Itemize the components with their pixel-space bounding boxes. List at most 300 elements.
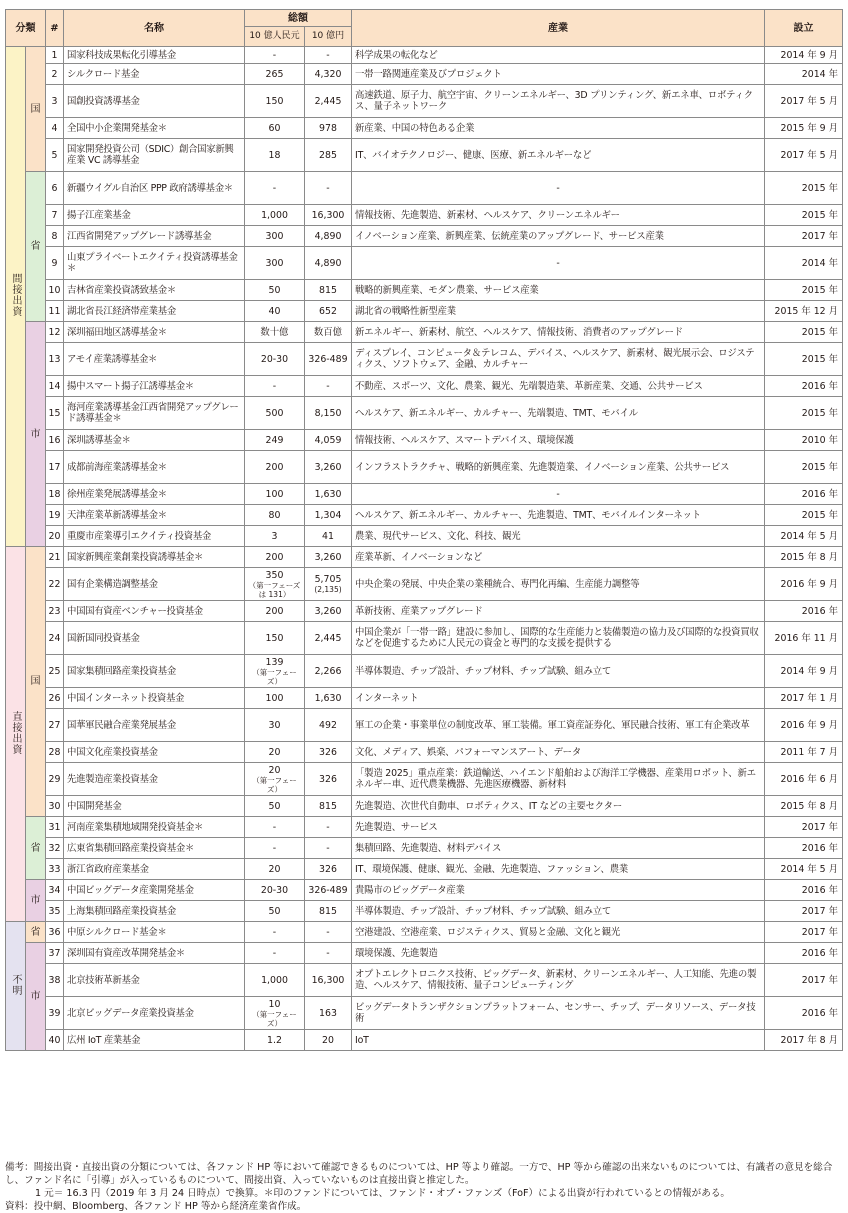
- amount-rmb: [245, 526, 305, 547]
- fund-name: 山東プライベートエクイティ投資誘導基金＊: [64, 247, 245, 280]
- amount-jpy-value: 326-489: [308, 884, 348, 896]
- established-date: 2017 年: [765, 226, 843, 247]
- table-row: [6, 901, 843, 922]
- amount-rmb-value: -: [272, 380, 277, 392]
- amount-jpy-value: 2,445: [314, 632, 342, 644]
- level-city: 市: [26, 322, 46, 547]
- level-province: 省: [26, 172, 46, 322]
- fund-name: 北京技術革新基金: [64, 964, 245, 997]
- amount-jpy: [305, 601, 352, 622]
- amount-jpy-value: 16,300: [311, 209, 345, 221]
- row-number: 38: [46, 964, 64, 997]
- amount-jpy-value: 3,260: [314, 461, 342, 473]
- established-date: 2016 年 9 月: [765, 568, 843, 601]
- amount-rmb: [245, 301, 305, 322]
- table-row: [6, 997, 843, 1030]
- amount-rmb-value: 50: [268, 800, 281, 812]
- amount-rmb: [245, 64, 305, 85]
- amount-jpy-value: -: [326, 49, 330, 61]
- industry: 半導体製造、チップ設計、チップ材料、チップ試験、組み立て: [352, 655, 765, 688]
- amount-jpy-value: 326: [319, 863, 337, 875]
- table-row: [6, 484, 843, 505]
- level-national: 国: [26, 47, 46, 172]
- level-province: 省: [26, 817, 46, 880]
- amount-jpy: [305, 838, 352, 859]
- established-date: 2016 年: [765, 943, 843, 964]
- amount-jpy: [305, 226, 352, 247]
- amount-jpy: [305, 139, 352, 172]
- established-date: 2016 年: [765, 838, 843, 859]
- amount-jpy: [305, 280, 352, 301]
- fund-name: 国創投資誘導基金: [64, 85, 245, 118]
- industry: 戦略的新興産業、モダン農業、サービス産業: [352, 280, 765, 301]
- table-row: [6, 859, 843, 880]
- row-number: 33: [46, 859, 64, 880]
- amount-rmb-value: 249: [265, 434, 284, 446]
- established-date: 2016 年 6 月: [765, 763, 843, 796]
- row-number: 27: [46, 709, 64, 742]
- amount-rmb: [245, 505, 305, 526]
- fund-name: 中国文化産業投資基金: [64, 742, 245, 763]
- fund-name: 全国中小企業開発基金＊: [64, 118, 245, 139]
- fund-name: 深圳福田地区誘導基金＊: [64, 322, 245, 343]
- fund-name: 河南産業集積地域開発投資基金＊: [64, 817, 245, 838]
- amount-jpy: [305, 817, 352, 838]
- table-row: [6, 568, 843, 601]
- table-row: [6, 547, 843, 568]
- industry: 空港建設、空港産業、ロジスティクス、貿易と金融、文化と観光: [352, 922, 765, 943]
- industry: ディスプレイ、コンピュータ＆テレコム、デバイス、ヘルスケア、新素材、観光展示会、ロジスティクス、ソフトウェア、金融、カルチャー: [352, 343, 765, 376]
- amount-jpy: [305, 397, 352, 430]
- level-national: 国: [26, 547, 46, 817]
- amount-rmb: [245, 85, 305, 118]
- industry: 文化、メディア、娯楽、パフォーマンスアート、データ: [352, 742, 765, 763]
- row-number: 18: [46, 484, 64, 505]
- amount-rmb-value: 300: [265, 230, 284, 242]
- table-row: [6, 796, 843, 817]
- established-date: 2016 年 9 月: [765, 709, 843, 742]
- established-date: 2015 年 8 月: [765, 547, 843, 568]
- established-date: 2016 年: [765, 601, 843, 622]
- fund-name: 徐州産業発展誘導基金＊: [64, 484, 245, 505]
- table-row: [6, 1030, 843, 1051]
- amount-jpy: [305, 688, 352, 709]
- row-number: 6: [46, 172, 64, 205]
- amount-jpy: [305, 343, 352, 376]
- industry: ヘルスケア、新エネルギー、カルチャー、先進製造、TMT、モバイルインターネット: [352, 505, 765, 526]
- row-number: 16: [46, 430, 64, 451]
- amount-jpy-note: (2,135): [314, 585, 342, 594]
- industry: 先進製造、次世代自動車、ロボティクス、IT などの主要セクター: [352, 796, 765, 817]
- table-row: [6, 817, 843, 838]
- amount-rmb-note: （第一フェーズは 131）: [248, 580, 301, 599]
- amount-rmb-value: 60: [268, 122, 281, 134]
- amount-rmb-value: 30: [268, 719, 281, 731]
- industry: 先進製造、サービス: [352, 817, 765, 838]
- header-established: 設立: [765, 10, 843, 47]
- row-number: 15: [46, 397, 64, 430]
- fund-name: 湖北省長江経済帯産業基金: [64, 301, 245, 322]
- amount-rmb: [245, 139, 305, 172]
- amount-rmb-value: 20: [268, 746, 281, 758]
- fund-name: 国新国同投資基金: [64, 622, 245, 655]
- industry: インターネット: [352, 688, 765, 709]
- fund-name: 上海集積回路産業投資基金: [64, 901, 245, 922]
- fund-name: 浙江省政府産業基金: [64, 859, 245, 880]
- table-row: [6, 526, 843, 547]
- table-row: [6, 322, 843, 343]
- row-number: 29: [46, 763, 64, 796]
- amount-rmb-value: 3: [271, 530, 278, 542]
- notes: [5, 1161, 842, 1213]
- amount-rmb-value: 200: [265, 461, 284, 473]
- amount-rmb-value: 150: [265, 632, 284, 644]
- table-row: [6, 505, 843, 526]
- source-label: 資料：: [5, 1201, 34, 1212]
- amount-jpy-value: 4,890: [314, 230, 342, 242]
- fund-name: 重慶市産業導引エクイティ投資基金: [64, 526, 245, 547]
- industry: 革新技術、産業アップグレード: [352, 601, 765, 622]
- row-number: 19: [46, 505, 64, 526]
- fund-name: 中国国有資産ベンチャー投資基金: [64, 601, 245, 622]
- amount-rmb-value: 20-30: [260, 884, 289, 896]
- amount-rmb: [245, 922, 305, 943]
- amount-rmb: [245, 838, 305, 859]
- amount-rmb-value: 265: [265, 68, 284, 80]
- amount-rmb-value: 数十億: [260, 326, 289, 338]
- amount-jpy: [305, 47, 352, 64]
- amount-rmb: [245, 880, 305, 901]
- amount-rmb: [245, 247, 305, 280]
- fund-name: 揚子江産業基金: [64, 205, 245, 226]
- row-number: 7: [46, 205, 64, 226]
- level-province: 省: [26, 922, 46, 943]
- amount-rmb: [245, 796, 305, 817]
- amount-jpy-value: 163: [319, 1007, 337, 1019]
- row-number: 20: [46, 526, 64, 547]
- fund-name: 国家科技成果転化引導基金: [64, 47, 245, 64]
- amount-rmb: [245, 997, 305, 1030]
- table-row: [6, 922, 843, 943]
- row-number: 25: [46, 655, 64, 688]
- amount-jpy: [305, 901, 352, 922]
- fund-name: 揚中スマート揚子江誘導基金＊: [64, 376, 245, 397]
- row-number: 35: [46, 901, 64, 922]
- table-row: [6, 451, 843, 484]
- amount-jpy: [305, 484, 352, 505]
- established-date: 2016 年: [765, 997, 843, 1030]
- amount-jpy: [305, 118, 352, 139]
- amount-rmb-value: -: [272, 49, 277, 61]
- amount-jpy-value: 1,630: [314, 488, 342, 500]
- fund-name: 深圳国有資産改革開発基金＊: [64, 943, 245, 964]
- header-rmb: 10 億人民元: [245, 27, 305, 47]
- amount-rmb: [245, 943, 305, 964]
- row-number: 2: [46, 64, 64, 85]
- industry: 科学成果の転化など: [352, 47, 765, 64]
- level-city: 市: [26, 880, 46, 922]
- amount-rmb-note: （第一フェーズ）: [252, 667, 297, 686]
- industry: 一帯一路関連産業及びプロジェクト: [352, 64, 765, 85]
- amount-rmb-value: -: [272, 821, 277, 833]
- amount-jpy-value: 285: [319, 149, 337, 161]
- industry: ヘルスケア、新エネルギー、カルチャー、先端製造、TMT、モバイル: [352, 397, 765, 430]
- fund-name: 成都前海産業誘導基金＊: [64, 451, 245, 484]
- table-row: [6, 343, 843, 376]
- fund-name: 広東省集積回路産業投資基金＊: [64, 838, 245, 859]
- amount-jpy: [305, 964, 352, 997]
- established-date: 2017 年 8 月: [765, 1030, 843, 1051]
- amount-jpy-value: 2,266: [314, 665, 342, 677]
- amount-jpy: [305, 763, 352, 796]
- table-row: [6, 64, 843, 85]
- amount-jpy: [305, 85, 352, 118]
- established-date: 2016 年: [765, 484, 843, 505]
- established-date: 2017 年: [765, 964, 843, 997]
- amount-jpy: [305, 859, 352, 880]
- industry: 新産業、中国の特色ある企業: [352, 118, 765, 139]
- table-row: [6, 226, 843, 247]
- amount-rmb: [245, 622, 305, 655]
- table-row: [6, 47, 843, 64]
- amount-jpy: [305, 796, 352, 817]
- amount-rmb: [245, 742, 305, 763]
- amount-rmb: [245, 1030, 305, 1051]
- industry: ビッグデータトランザクションプラットフォーム、センサー、チップ、データリソース、データ技術: [352, 997, 765, 1030]
- table-row: [6, 763, 843, 796]
- amount-jpy-value: 8,150: [314, 407, 342, 419]
- amount-jpy: [305, 64, 352, 85]
- established-date: 2014 年: [765, 64, 843, 85]
- established-date: 2015 年 8 月: [765, 796, 843, 817]
- amount-jpy-value: -: [326, 182, 330, 194]
- industry: 貴陽市のビッグデータ産業: [352, 880, 765, 901]
- table-row: [6, 118, 843, 139]
- amount-rmb: [245, 568, 305, 601]
- industry: 農業、現代サービス、文化、科技、観光: [352, 526, 765, 547]
- fund-name: 天津産業革新誘導基金＊: [64, 505, 245, 526]
- fund-name: 国家新興産業創業投資誘導基金＊: [64, 547, 245, 568]
- fund-name: 中国インターネット投資基金: [64, 688, 245, 709]
- industry: オプトエレクトロニクス技術、ビッグデータ、新素材、クリーンエネルギー、人工知能、先進の製造、ヘルスケア、情報技術、量子コンピューティング: [352, 964, 765, 997]
- amount-rmb: [245, 817, 305, 838]
- row-number: 24: [46, 622, 64, 655]
- table-row: [6, 943, 843, 964]
- established-date: 2015 年: [765, 505, 843, 526]
- row-number: 17: [46, 451, 64, 484]
- table-row: [6, 688, 843, 709]
- row-number: 23: [46, 601, 64, 622]
- group-indirect: 間接出資: [6, 47, 26, 547]
- table-row: [6, 655, 843, 688]
- industry: 新エネルギー、新素材、航空、ヘルスケア、情報技術、消費者のアップグレード: [352, 322, 765, 343]
- amount-jpy: [305, 1030, 352, 1051]
- notes-label: 備考：: [5, 1162, 34, 1173]
- amount-jpy: [305, 742, 352, 763]
- established-date: 2017 年: [765, 901, 843, 922]
- amount-jpy-value: 1,630: [314, 692, 342, 704]
- amount-jpy-value: 4,890: [314, 257, 342, 269]
- table-body: [6, 47, 843, 1051]
- amount-rmb-value: 350: [265, 569, 284, 581]
- amount-jpy: [305, 205, 352, 226]
- row-number: 3: [46, 85, 64, 118]
- fund-name: 深圳誘導基金＊: [64, 430, 245, 451]
- established-date: 2016 年: [765, 376, 843, 397]
- row-number: 34: [46, 880, 64, 901]
- amount-rmb: [245, 451, 305, 484]
- amount-jpy: [305, 526, 352, 547]
- row-number: 9: [46, 247, 64, 280]
- established-date: 2011 年 7 月: [765, 742, 843, 763]
- established-date: 2014 年 9 月: [765, 655, 843, 688]
- table-row: [6, 622, 843, 655]
- fund-name: 国有企業構造調整基金: [64, 568, 245, 601]
- amount-rmb-value: 100: [265, 488, 284, 500]
- amount-rmb: [245, 901, 305, 922]
- industry: 不動産、スポーツ、文化、農業、観光、先端製造業、革新産業、交通、公共サービス: [352, 376, 765, 397]
- industry: 集積回路、先進製造、材料デバイス: [352, 838, 765, 859]
- row-number: 1: [46, 47, 64, 64]
- amount-rmb-value: 100: [265, 692, 284, 704]
- amount-jpy: [305, 709, 352, 742]
- established-date: 2016 年 11 月: [765, 622, 843, 655]
- row-number: 22: [46, 568, 64, 601]
- amount-rmb-value: 50: [268, 284, 281, 296]
- amount-rmb-value: -: [272, 842, 277, 854]
- amount-rmb-value: 18: [268, 149, 281, 161]
- amount-rmb-value: 300: [265, 257, 284, 269]
- table-row: [6, 280, 843, 301]
- amount-jpy: [305, 451, 352, 484]
- header-industry: 産業: [352, 10, 765, 47]
- amount-jpy: [305, 322, 352, 343]
- industry: 半導体製造、チップ設計、チップ材料、チップ試験、組み立て: [352, 901, 765, 922]
- industry: インフラストラクチャ、戦略的新興産業、先進製造業、イノベーション産業、公共サービス: [352, 451, 765, 484]
- amount-rmb-value: 20-30: [260, 353, 289, 365]
- table-row: [6, 301, 843, 322]
- industry: 中国企業が「一帯一路」建設に参加し、国際的な生産能力と装備製造の協力及び国際的な投資買収などを促進するために人民元の資金と専門的な支援を提供する: [352, 622, 765, 655]
- level-city: 市: [26, 943, 46, 1051]
- established-date: 2015 年: [765, 280, 843, 301]
- established-date: 2014 年 5 月: [765, 859, 843, 880]
- amount-rmb: [245, 118, 305, 139]
- row-number: 28: [46, 742, 64, 763]
- established-date: 2015 年: [765, 343, 843, 376]
- amount-jpy: [305, 568, 352, 601]
- fund-name: 国家集積回路産業投資基金: [64, 655, 245, 688]
- amount-jpy-value: 3,260: [314, 605, 342, 617]
- fund-name: 国家開発投資公司（SDIC）創合国家新興産業 VC 誘導基金: [64, 139, 245, 172]
- amount-jpy-value: 326: [319, 773, 337, 785]
- row-number: 14: [46, 376, 64, 397]
- fund-name: 江西省開発アップグレード誘導基金: [64, 226, 245, 247]
- amount-jpy-value: 326: [319, 746, 337, 758]
- industry: 「製造 2025」重点産業：鉄道輸送、ハイエンド船舶および海洋工学機器、産業用ロボット、新エネルギー車、近代農業機器、先進医療機器、新材料: [352, 763, 765, 796]
- amount-jpy: [305, 655, 352, 688]
- amount-rmb: [245, 547, 305, 568]
- fund-name: 広州 IoT 産業基金: [64, 1030, 245, 1051]
- established-date: 2016 年: [765, 880, 843, 901]
- table-row: [6, 397, 843, 430]
- source-text: 投中網、Bloomberg、各ファンド HP 等から経済産業省作成。: [33, 1201, 307, 1212]
- header-jpy: 10 億円: [305, 27, 352, 47]
- amount-jpy-value: 815: [319, 905, 337, 917]
- amount-rmb: [245, 859, 305, 880]
- amount-jpy: [305, 430, 352, 451]
- amount-jpy-value: 326-489: [308, 353, 348, 365]
- table-row: [6, 376, 843, 397]
- amount-jpy-value: 2,445: [314, 95, 342, 107]
- amount-jpy: [305, 997, 352, 1030]
- amount-rmb-value: 1.2: [267, 1034, 282, 1046]
- fund-name: 中原シルクロード基金＊: [64, 922, 245, 943]
- established-date: 2017 年 5 月: [765, 139, 843, 172]
- industry: 湖北省の戦略性新型産業: [352, 301, 765, 322]
- amount-rmb-value: -: [272, 947, 277, 959]
- industry: IoT: [352, 1030, 765, 1051]
- amount-rmb-value: 80: [268, 509, 281, 521]
- table-row: [6, 205, 843, 226]
- row-number: 40: [46, 1030, 64, 1051]
- row-number: 30: [46, 796, 64, 817]
- table-row: [6, 430, 843, 451]
- amount-rmb: [245, 601, 305, 622]
- industry: 環境保護、先進製造: [352, 943, 765, 964]
- fund-name: 海河産業誘導基金江西省開発アップグレード誘導基金＊: [64, 397, 245, 430]
- row-number: 37: [46, 943, 64, 964]
- row-number: 31: [46, 817, 64, 838]
- amount-jpy: [305, 943, 352, 964]
- amount-rmb: [245, 709, 305, 742]
- fund-name: シルクロード基金: [64, 64, 245, 85]
- industry: 情報技術、ヘルスケア、スマートデバイス、環境保護: [352, 430, 765, 451]
- amount-rmb: [245, 430, 305, 451]
- amount-jpy: [305, 922, 352, 943]
- amount-jpy-value: 4,059: [314, 434, 342, 446]
- amount-rmb-value: 20: [268, 764, 281, 776]
- amount-rmb: [245, 322, 305, 343]
- fund-name: 吉林省産業投資誘致基金＊: [64, 280, 245, 301]
- amount-rmb: [245, 47, 305, 64]
- established-date: 2017 年: [765, 922, 843, 943]
- amount-jpy-value: 数百億: [313, 326, 343, 338]
- amount-rmb-value: -: [272, 926, 277, 938]
- established-date: 2015 年: [765, 451, 843, 484]
- table-row: [6, 247, 843, 280]
- group-unknown: 不明: [6, 922, 26, 1051]
- industry: -: [352, 247, 765, 280]
- established-date: 2014 年: [765, 247, 843, 280]
- industry: IT、バイオテクノロジー、健康、医療、新エネルギーなど: [352, 139, 765, 172]
- amount-jpy-value: -: [326, 821, 330, 833]
- amount-rmb: [245, 964, 305, 997]
- amount-jpy-value: 978: [319, 122, 337, 134]
- row-number: 36: [46, 922, 64, 943]
- amount-jpy: [305, 172, 352, 205]
- amount-rmb-value: 500: [265, 407, 284, 419]
- row-number: 5: [46, 139, 64, 172]
- fund-name: 北京ビッグデータ産業投資基金: [64, 997, 245, 1030]
- row-number: 21: [46, 547, 64, 568]
- industry: -: [352, 172, 765, 205]
- amount-jpy: [305, 880, 352, 901]
- established-date: 2015 年: [765, 397, 843, 430]
- established-date: 2010 年: [765, 430, 843, 451]
- fund-name: アモイ産業誘導基金＊: [64, 343, 245, 376]
- established-date: 2015 年 12 月: [765, 301, 843, 322]
- fund-name: 中国開発基金: [64, 796, 245, 817]
